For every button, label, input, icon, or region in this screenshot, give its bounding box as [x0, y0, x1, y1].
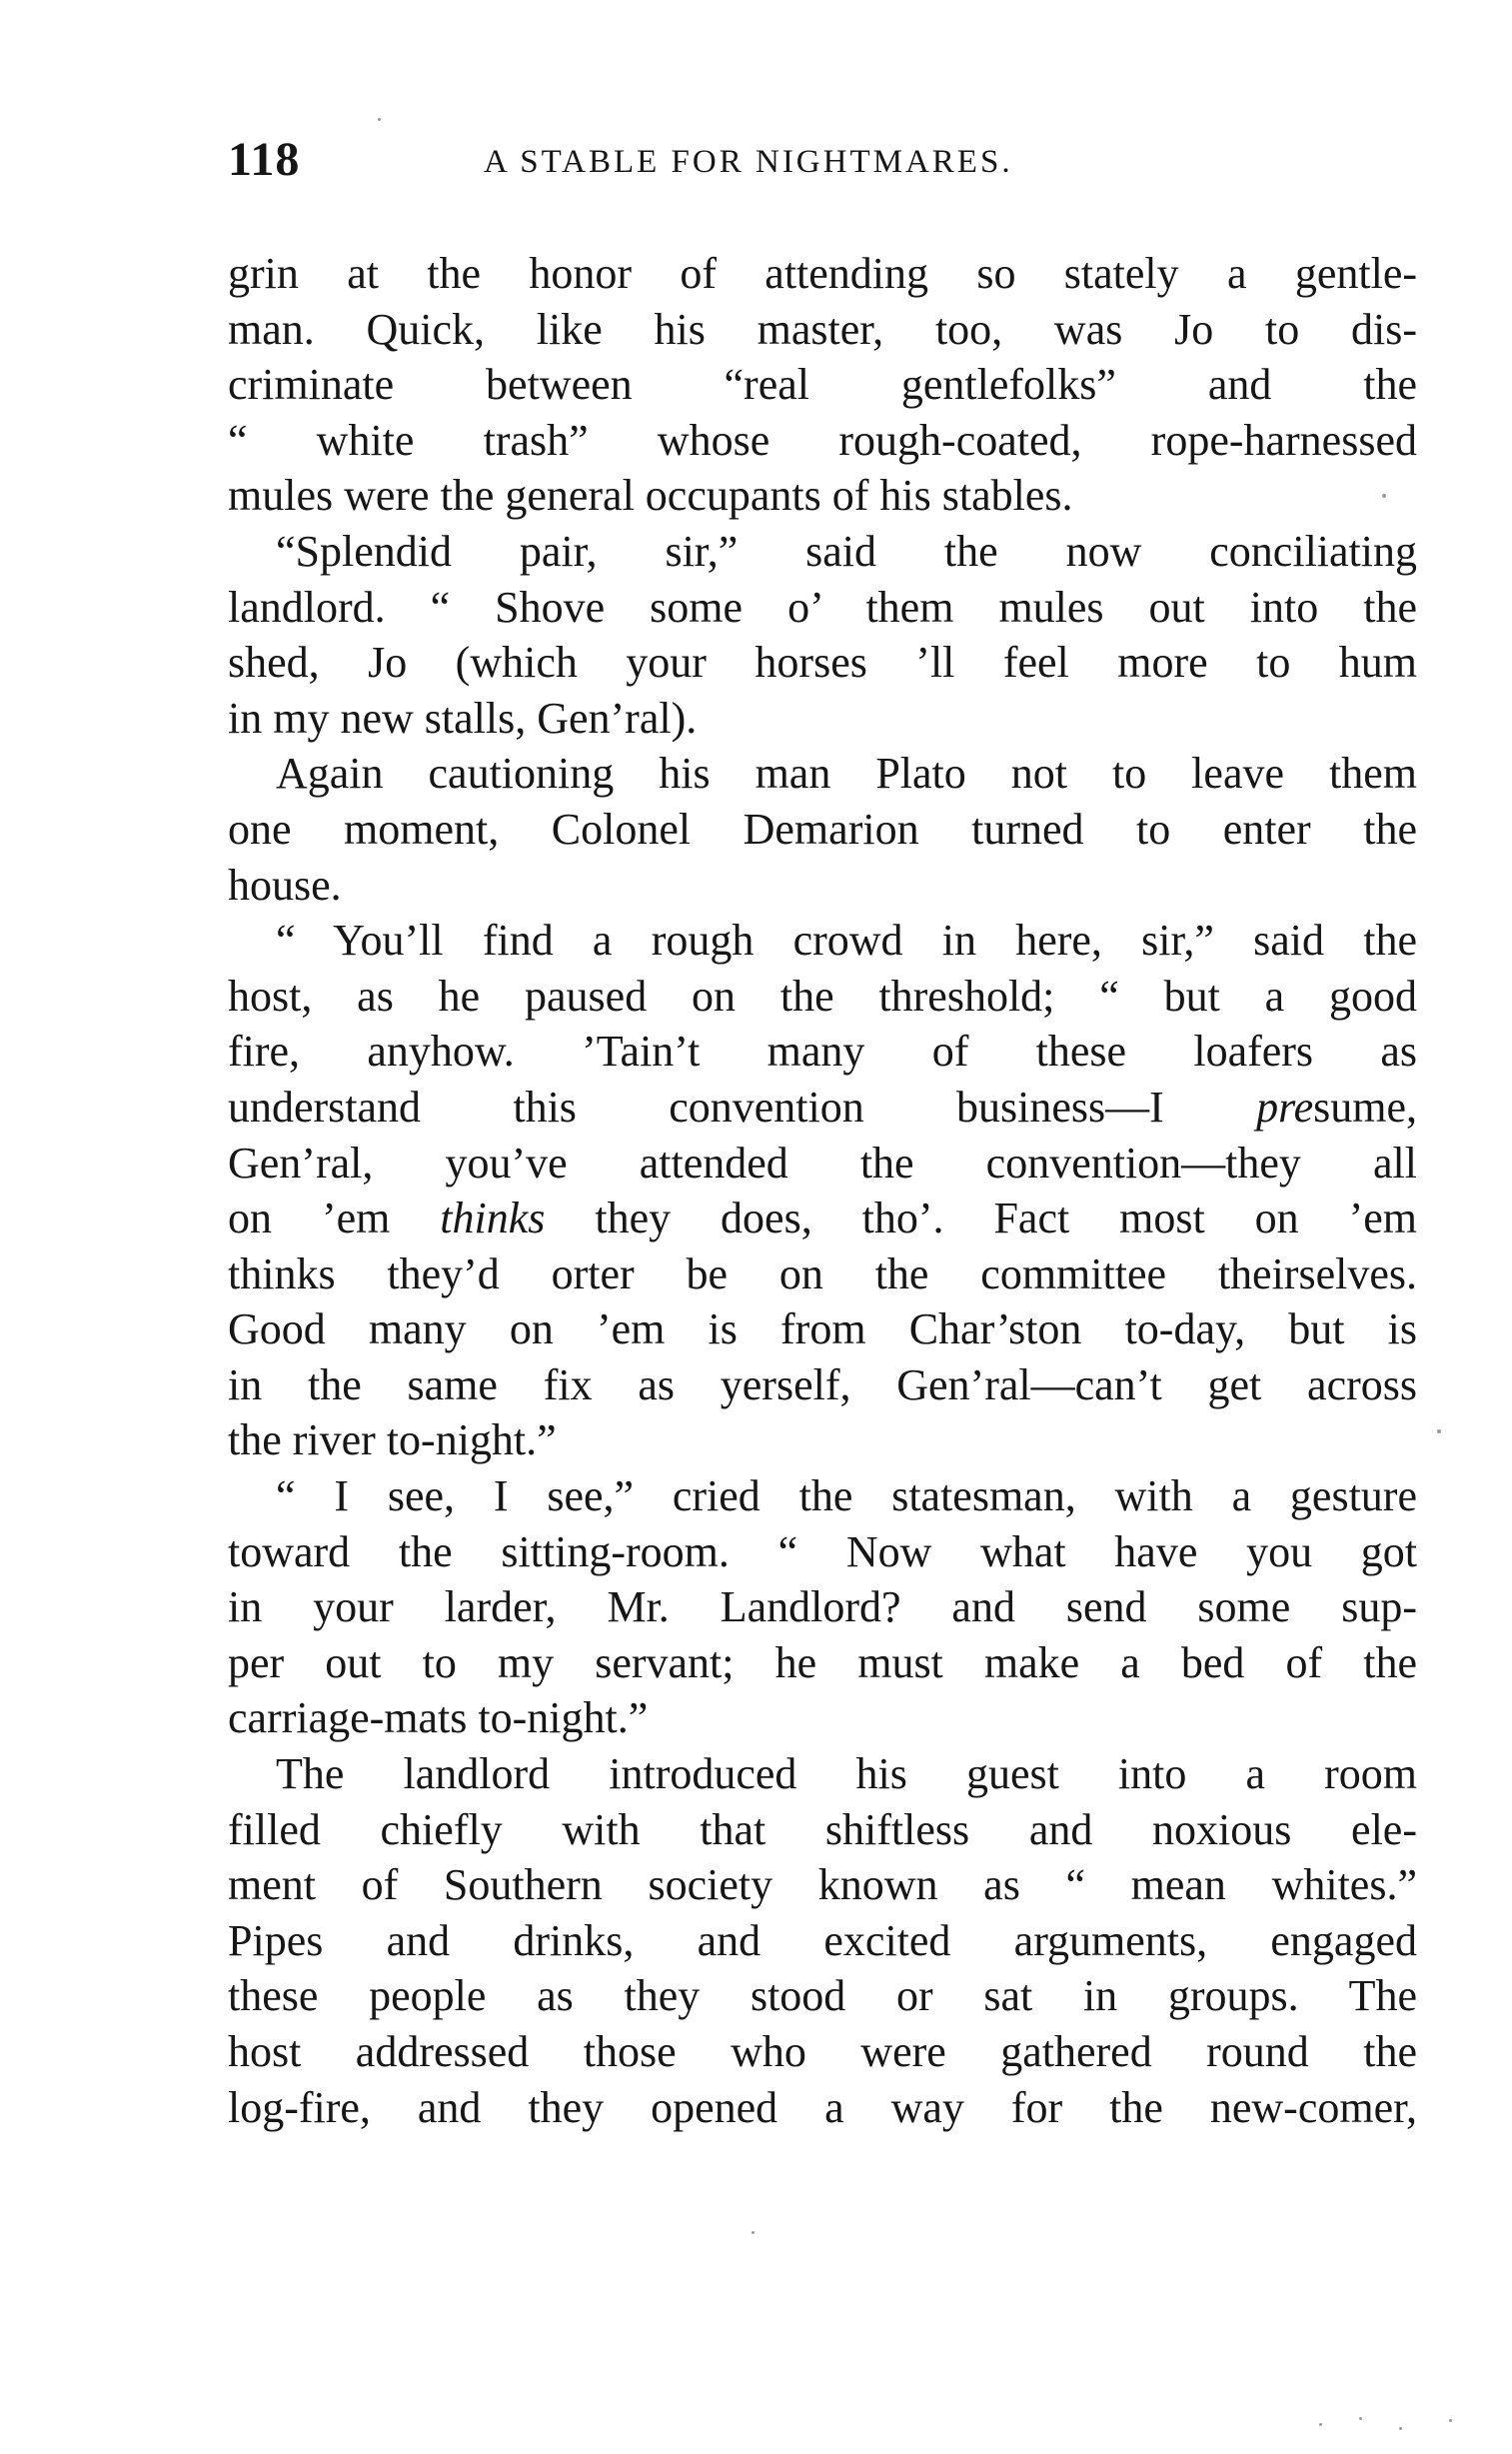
text-line: ment of Southern society known as “ mean whites.”	[228, 1860, 1417, 1910]
text-line: per out to my servant; he must make a bed of the	[228, 1637, 1417, 1687]
text-line: house.	[228, 860, 342, 910]
text-line: log-fire, and they opened a way for the new-comer,	[228, 2082, 1417, 2132]
text-line: Gen’ral, you’ve attended the convention—they all	[228, 1138, 1417, 1188]
text-line: “Splendid pair, sir,” said the now conciliating	[276, 526, 1417, 576]
running-title: A STABLE FOR NIGHTMARES.	[484, 144, 1013, 180]
text-line: in my new stalls, Gen’ral).	[228, 693, 698, 743]
text-line: “ I see, I see,” cried the statesman, with a gesture	[276, 1471, 1417, 1521]
paper-speck	[1382, 494, 1386, 498]
text-line: filled chiefly with that shiftless and noxious ele-	[228, 1804, 1417, 1854]
text-line: Again cautioning his man Plato not to leave them	[276, 749, 1417, 799]
text-line: “ white trash” whose rough-coated, rope-harnessed	[228, 415, 1417, 465]
paper-speck	[1319, 2423, 1322, 2426]
text-line: “ You’ll find a rough crowd in here, sir,” said the	[276, 916, 1417, 966]
text-line: one moment, Colonel Demarion turned to enter the	[228, 804, 1417, 854]
text-line: in your larder, Mr. Landlord? and send some sup-	[228, 1582, 1417, 1632]
text-line: criminate between “real gentlefolks” and the	[228, 360, 1417, 410]
line-text: they does, tho’. Fact most on ’em	[545, 1194, 1418, 1243]
text-line: fire, anyhow. ’Tain’t many of these loafers as	[228, 1027, 1417, 1077]
text-line: man. Quick, like his master, too, was Jo to dis-	[228, 304, 1417, 354]
text-line: toward the sitting-room. “ Now what have you got	[228, 1526, 1417, 1576]
text-line: shed, Jo (which your horses ’ll feel more to hum	[228, 638, 1417, 688]
paper-speck	[1437, 1429, 1441, 1433]
text-line: these people as they stood or sat in groups. The	[228, 1971, 1417, 2021]
text-line: Pipes and drinks, and excited arguments, engaged	[228, 1915, 1417, 1965]
paper-speck	[1359, 2417, 1362, 2420]
line-text: on ’em	[228, 1194, 441, 1243]
text-line: host addressed those who were gathered round the	[228, 2027, 1417, 2076]
text-line: mules were the general occupants of his stables.	[228, 471, 1073, 521]
line-text: understand this convention business—I	[228, 1082, 1257, 1132]
text-line: landlord. “ Shove some o’ them mules out into the	[228, 582, 1417, 632]
text-line-presume	[228, 1080, 1417, 1136]
text-line: the river to-night.”	[228, 1415, 557, 1465]
italic-emphasis: pre	[1256, 1082, 1314, 1132]
text-line: in the same fix as yerself, Gen’ral—can’t get across	[228, 1359, 1417, 1409]
paper-speck	[378, 118, 381, 121]
page-number: 118	[228, 133, 301, 186]
text-line: The landlord introduced his guest into a room	[276, 1749, 1417, 1799]
text-line-thinks	[228, 1191, 1417, 1246]
line-text: sume,	[1313, 1082, 1417, 1132]
italic-emphasis: thinks	[440, 1194, 546, 1243]
paper-speck	[1449, 2419, 1452, 2422]
paper-speck	[1399, 2427, 1402, 2430]
text-line: carriage-mats to-night.”	[228, 1693, 649, 1743]
body-text	[228, 246, 1417, 2135]
text-line: grin at the honor of attending so stately a gentle-	[228, 249, 1417, 298]
running-head	[228, 132, 1407, 192]
text-line: host, as he paused on the threshold; “ but a good	[228, 971, 1417, 1021]
paper-speck	[752, 2231, 755, 2234]
text-line: thinks they’d orter be on the committee theirselves.	[228, 1248, 1417, 1298]
text-line: Good many on ’em is from Char’ston to-day, but is	[228, 1304, 1417, 1354]
